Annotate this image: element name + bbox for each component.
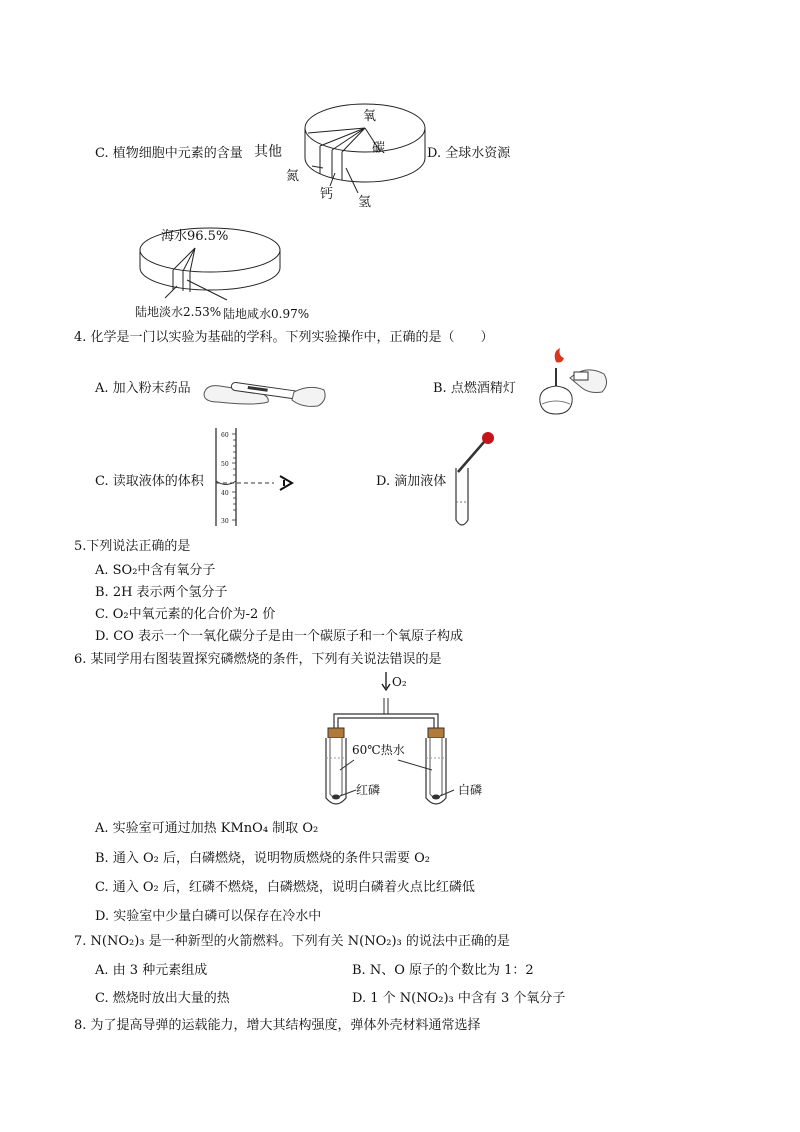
alcohol-lamp-illustration xyxy=(530,348,610,426)
q5-option-a: A. SO₂中含有氧分子 xyxy=(95,563,216,578)
q5-stem: 5.下列说法正确的是 xyxy=(74,539,191,554)
q3-option-d-label: D. 全球水资源 xyxy=(427,146,511,161)
cylinder-tick-30: 30 xyxy=(221,518,229,525)
q6-option-c: C. 通入 O₂ 后，红磷不燃烧，白磷燃烧，说明白磷着火点比红磷低 xyxy=(95,880,475,895)
q3-option-c-label: C. 植物细胞中元素的含量 xyxy=(95,146,243,161)
pie-label-sea-water: 海水96.5% xyxy=(161,229,229,244)
cylinder-tick-50: 50 xyxy=(221,461,229,468)
cylinder-tick-40: 40 xyxy=(221,490,229,497)
q7-stem: 7. N(NO₂)₃ 是一种新型的火箭燃料。下列有关 N(NO₂)₃ 的说法中正确的是 xyxy=(74,934,510,949)
pie-label-carbon: 碳 xyxy=(372,141,386,156)
q6-option-b: B. 通入 O₂ 后，白磷燃烧，说明物质燃烧的条件只需要 O₂ xyxy=(95,851,430,866)
pie-label-nitrogen: 氮 xyxy=(286,169,300,184)
phosphorus-combustion-apparatus xyxy=(314,670,506,812)
water-resource-pie-chart xyxy=(135,218,310,322)
q4-option-c: C. 读取液体的体积 xyxy=(95,474,204,489)
red-phosphorus-label: 红磷 xyxy=(356,783,381,797)
q7-option-b: B. N、O 原子的个数比为 1：2 xyxy=(352,963,534,978)
q4-option-d: D. 滴加液体 xyxy=(376,474,447,489)
q6-option-d: D. 实验室中少量白磷可以保存在冷水中 xyxy=(95,909,322,924)
pie-label-fresh-water: 陆地淡水2.53% xyxy=(135,305,222,319)
q4-stem: 4. 化学是一门以实验为基础的学科。下列实验操作中，正确的是（ ） xyxy=(74,330,494,345)
graduated-cylinder-illustration xyxy=(208,426,304,528)
plant-element-pie-chart xyxy=(250,98,430,210)
white-phosphorus-label: 白磷 xyxy=(458,783,483,797)
q4-option-a: A. 加入粉末药品 xyxy=(95,381,191,396)
q4-option-b: B. 点燃酒精灯 xyxy=(433,381,516,396)
q6-option-a: A. 实验室可通过加热 KMnO₄ 制取 O₂ xyxy=(95,821,319,836)
q7-option-a: A. 由 3 种元素组成 xyxy=(95,963,208,978)
q6-stem: 6. 某同学用右图装置探究磷燃烧的条件，下列有关说法错误的是 xyxy=(74,652,442,667)
q5-option-d: D. CO 表示一个一氧化碳分子是由一个碳原子和一个氧原子构成 xyxy=(95,629,463,644)
pie-label-hydrogen: 氢 xyxy=(358,195,372,210)
q5-option-b: B. 2H 表示两个氢分子 xyxy=(95,585,228,600)
pie-label-calcium: 钙 xyxy=(320,187,334,202)
o2-label: O₂ xyxy=(392,675,407,689)
q7-option-d: D. 1 个 N(NO₂)₃ 中含有 3 个氧分子 xyxy=(352,991,566,1006)
pie-label-oxygen: 氧 xyxy=(363,109,377,124)
q7-option-c: C. 燃烧时放出大量的热 xyxy=(95,991,230,1006)
cylinder-tick-60: 60 xyxy=(221,432,229,439)
pie-label-other: 其他 xyxy=(254,144,282,160)
q5-option-c: C. O₂中氧元素的化合价为-2 价 xyxy=(95,607,276,622)
hot-water-label: 60℃热水 xyxy=(352,743,405,757)
powder-adding-illustration xyxy=(198,370,330,416)
dropper-tube-illustration xyxy=(448,428,498,532)
pie-label-salt-water: 陆地咸水0.97% xyxy=(223,307,310,321)
q8-stem: 8. 为了提高导弹的运载能力，增大其结构强度，弹体外壳材料通常选择 xyxy=(74,1018,481,1033)
